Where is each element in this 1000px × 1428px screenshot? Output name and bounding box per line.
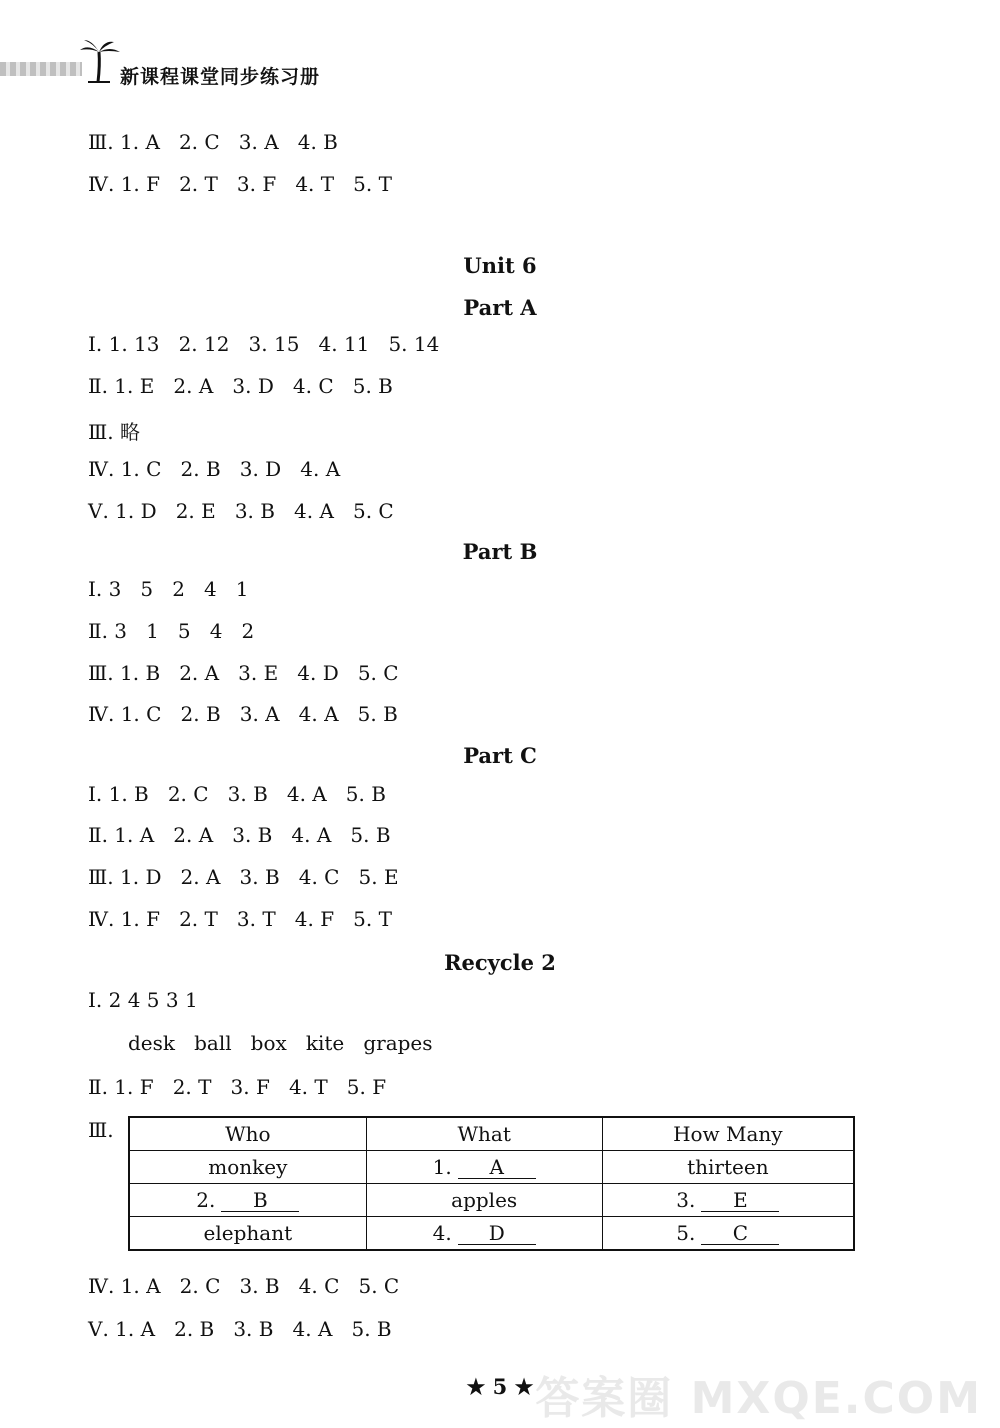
answer-line: Ⅱ. 1. A 2. A 3. B 4. A 5. B xyxy=(88,823,391,847)
answer-line: Ⅲ. 1. A 2. C 3. A 4. B xyxy=(88,130,338,154)
unit-title: Unit 6 xyxy=(463,253,537,278)
answer-line: Ⅳ. 1. C 2. B 3. A 4. A 5. B xyxy=(88,702,398,726)
item-number: 4. xyxy=(432,1221,452,1245)
answer-blank: A xyxy=(458,1156,536,1179)
answer-line: Ⅴ. 1. A 2. B 3. B 4. A 5. B xyxy=(88,1317,392,1341)
word-list: desk ball box kite grapes xyxy=(128,1031,433,1055)
item-number: 1. xyxy=(432,1155,452,1179)
answer-line: Ⅲ. 1. D 2. A 3. B 4. C 5. E xyxy=(88,865,399,889)
table-cell xyxy=(129,1184,366,1217)
table-cell: thirteen xyxy=(602,1151,854,1184)
answer-line: Ⅰ. 1. B 2. C 3. B 4. A 5. B xyxy=(88,782,386,806)
item-number: 3. xyxy=(676,1188,696,1212)
answer-blank: E xyxy=(701,1189,779,1212)
page-number: ★ 5 ★ xyxy=(466,1374,534,1399)
table-header-row xyxy=(129,1117,854,1151)
table-row xyxy=(129,1217,854,1251)
table-row xyxy=(129,1151,854,1184)
table-section-label: Ⅲ. xyxy=(88,1118,114,1142)
page-header xyxy=(0,40,360,90)
answer-line: Ⅲ. 略 xyxy=(88,420,141,444)
answer-line: Ⅰ. 3 5 2 4 1 xyxy=(88,577,249,601)
table-cell: apples xyxy=(366,1184,602,1217)
table-cell xyxy=(602,1184,854,1217)
answer-line: Ⅱ. 3 1 5 4 2 xyxy=(88,619,255,643)
answer-line: Ⅰ. 2 4 5 3 1 xyxy=(88,988,198,1012)
table-header-cell: Who xyxy=(129,1117,366,1151)
answer-blank: B xyxy=(221,1189,299,1212)
answer-line: Ⅰ. 1. 13 2. 12 3. 15 4. 11 5. 14 xyxy=(88,332,440,356)
table-cell: monkey xyxy=(129,1151,366,1184)
table-cell xyxy=(366,1217,602,1251)
part-b-title: Part B xyxy=(462,539,538,564)
table-cell xyxy=(602,1217,854,1251)
header-title: 新课程课堂同步练习册 xyxy=(120,66,321,88)
answer-blank: C xyxy=(701,1222,779,1245)
answer-line: Ⅲ. 1. B 2. A 3. E 4. D 5. C xyxy=(88,661,399,685)
part-c-title: Part C xyxy=(463,743,537,768)
item-number: 5. xyxy=(676,1221,696,1245)
item-number: 2. xyxy=(196,1188,216,1212)
answer-line: Ⅳ. 1. F 2. T 3. T 4. F 5. T xyxy=(88,907,392,931)
palm-tree-icon xyxy=(80,40,120,84)
table-row xyxy=(129,1184,854,1217)
answer-line: Ⅴ. 1. D 2. E 3. B 4. A 5. C xyxy=(88,499,394,523)
table-header-cell: How Many xyxy=(602,1117,854,1151)
table-cell xyxy=(366,1151,602,1184)
table-header-cell: What xyxy=(366,1117,602,1151)
table-cell: elephant xyxy=(129,1217,366,1251)
answer-table xyxy=(128,1116,855,1251)
watermark: 答案圈 MXQE.COM xyxy=(535,1373,982,1424)
header-decoration-bar xyxy=(0,62,82,76)
answer-line: Ⅳ. 1. C 2. B 3. D 4. A xyxy=(88,457,341,481)
recycle-title: Recycle 2 xyxy=(444,950,556,975)
answer-line: Ⅱ. 1. F 2. T 3. F 4. T 5. F xyxy=(88,1075,387,1099)
part-a-title: Part A xyxy=(463,295,537,320)
answer-blank: D xyxy=(458,1222,536,1245)
answer-line: Ⅱ. 1. E 2. A 3. D 4. C 5. B xyxy=(88,374,393,398)
answer-line: Ⅳ. 1. F 2. T 3. F 4. T 5. T xyxy=(88,172,392,196)
answer-line: Ⅳ. 1. A 2. C 3. B 4. C 5. C xyxy=(88,1274,400,1298)
